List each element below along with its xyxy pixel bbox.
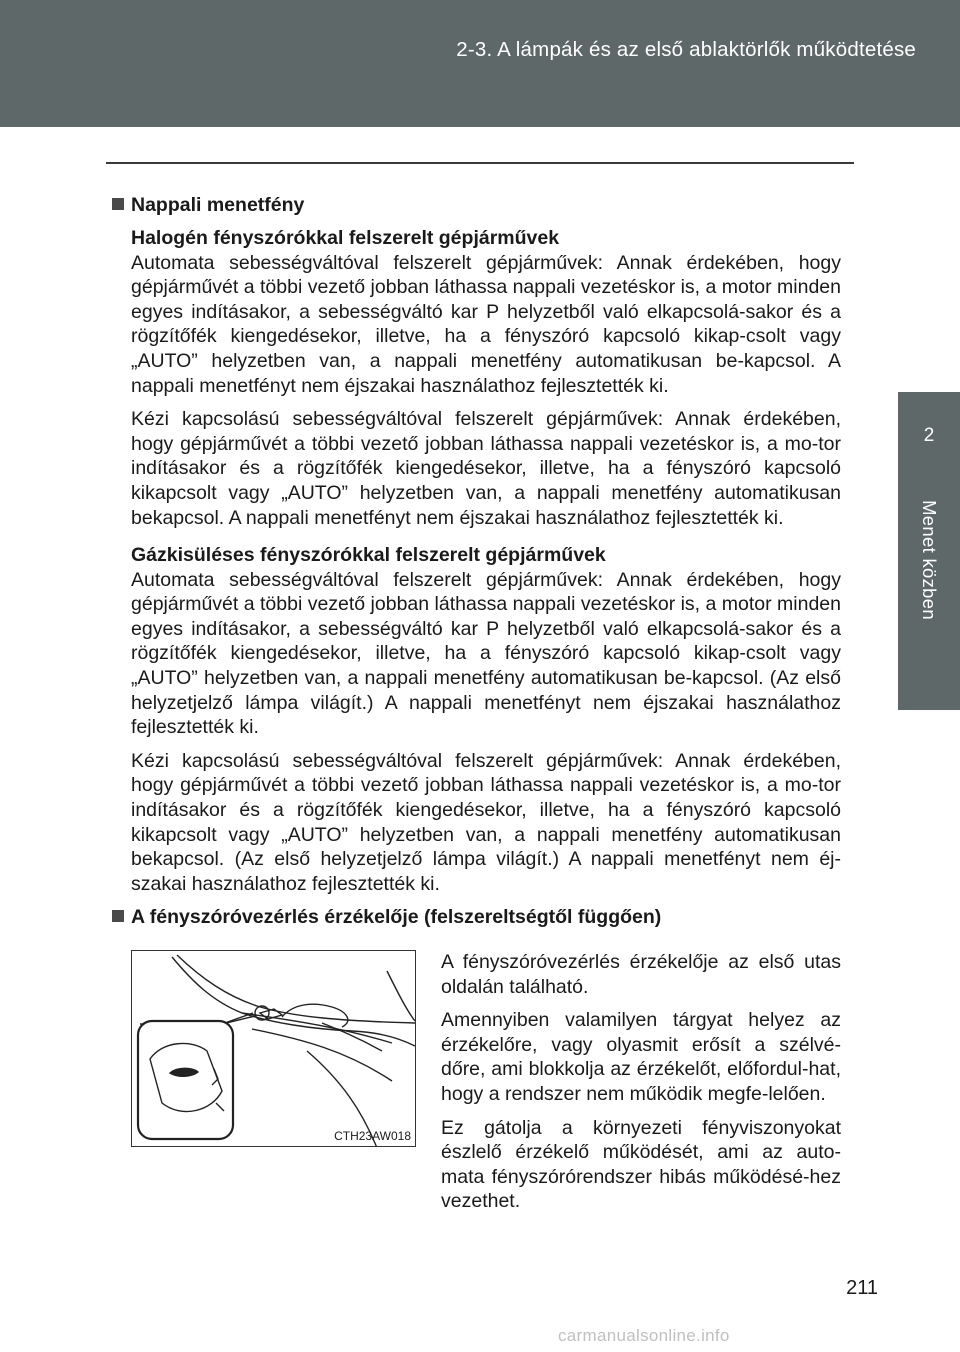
paragraph-discharge-automatic: Automata sebességváltóval felszerelt gépjárművek: Annak érdekében, hogy gépjárművét a többi vezető jobban láthassa nappali vezetéskor is, a motor minden egyes indításakor, a sebességváltó kar P helyzetből való elkapcsolá-sakor és a rögzítőfék kiengedésekor, illetve, ha a fényszóró kapcsoló kikap-csolt vagy „AUTO” helyzetben van, a nappali menetfény automatikusan be-kapcsol. (Az első helyzetjelző lámpa világít.) A nappali menetfényt nem éjszakai használathoz fejlesztették ki. — [131, 568, 841, 739]
paragraph-sensor-location: A fényszóróvezérlés érzékelője az első utas oldalán található. — [441, 951, 841, 998]
paragraph-halogen-automatic: Automata sebességváltóval felszerelt gépjárművek: Annak érdekében, hogy gépjárművét a többi vezető jobban láthassa nappali vezetéskor is, a motor minden egyes indításakor, a sebességváltó kar P helyzetből való elkapcsolá-sakor és a rögzítőfék kiengedésekor, illetve, ha a fényszóró kapcsoló kikap-csolt vagy „AUTO” helyzetben van, a nappali menetfény automatikusan be-kapcsol. A nappali menetfényt nem éjszakai használathoz fejlesztették ki. — [131, 251, 841, 397]
subheading-halogen: Halogén fényszórókkal felszerelt gépjárművek — [131, 227, 560, 249]
square-bullet-icon — [112, 198, 124, 210]
chapter-side-tab — [898, 392, 960, 710]
page-header — [0, 0, 960, 127]
chapter-label: Menet közben — [919, 500, 940, 620]
paragraph-sensor-malfunction: Ez gátolja a környezeti fényviszonyokat észlelő érzékelő működését, ami az auto-mata fényszórórendszer hibás működésé-hez vezethet. — [441, 1116, 841, 1213]
sensor-text-block — [441, 950, 841, 1214]
subheading-discharge: Gázkisüléses fényszórókkal felszerelt gépjárművek — [131, 544, 606, 566]
paragraph-discharge-manual: Kézi kapcsolású sebességváltóval felszerelt gépjárművek: Annak érdekében, hogy gépjárművét a többi vezető jobban láthassa nappali vezetéskor is, a mo-tor indításakor és a rögzítőfék kiengedésekor, illetve, ha a fényszóró kapcsoló kikapcsolt vagy „AUTO” helyzetben van, a nappali menetfény automatikusan bekapcsol. (Az első helyzetjelző lámpa világít.) A nappali menetfényt nem éj-szakai használathoz fejlesztették ki. — [131, 749, 841, 895]
watermark: carmanualsonline.info — [558, 1326, 730, 1345]
figure-code: CTH23AW018 — [334, 1129, 411, 1143]
section-heading-sensor: A fényszóróvezérlés érzékelője (felszereltségtől függően) — [112, 905, 661, 930]
windshield-sensor-drawing — [132, 951, 416, 1147]
chapter-title: 2-3. A lámpák és az első ablaktörlők működtetése — [456, 38, 916, 61]
halogen-block — [131, 226, 841, 530]
chapter-number: 2 — [923, 425, 935, 446]
section-divider — [106, 162, 854, 164]
sensor-location-illustration — [131, 950, 416, 1147]
paragraph-halogen-manual: Kézi kapcsolású sebességváltóval felszerelt gépjárművek: Annak érdekében, hogy gépjárművét a többi vezető jobban láthassa nappali vezetéskor is, a mo-tor indításakor és a rögzítőfék kiengedésekor, illetve, ha a fényszóró kapcsoló kikapcsolt vagy „AUTO” helyzetben van, a nappali menetfény automatikusan bekapcsol. A nappali menetfényt nem éjszakai használathoz fejlesztették ki. — [131, 408, 841, 529]
section-heading-daytime-lights: Nappali menetfény — [112, 193, 304, 218]
page-number: 211 — [846, 1277, 878, 1299]
discharge-block — [131, 543, 841, 896]
paragraph-sensor-blocking: Amennyiben valamilyen tárgyat helyez az érzékelőre, vagy olyasmit erősít a szélvé-dőre, ami blokkolja az érzékelőt, előfordul-hat, hogy a rendszer nem működik megfe-lelően. — [441, 1009, 841, 1105]
square-bullet-icon — [112, 910, 124, 922]
